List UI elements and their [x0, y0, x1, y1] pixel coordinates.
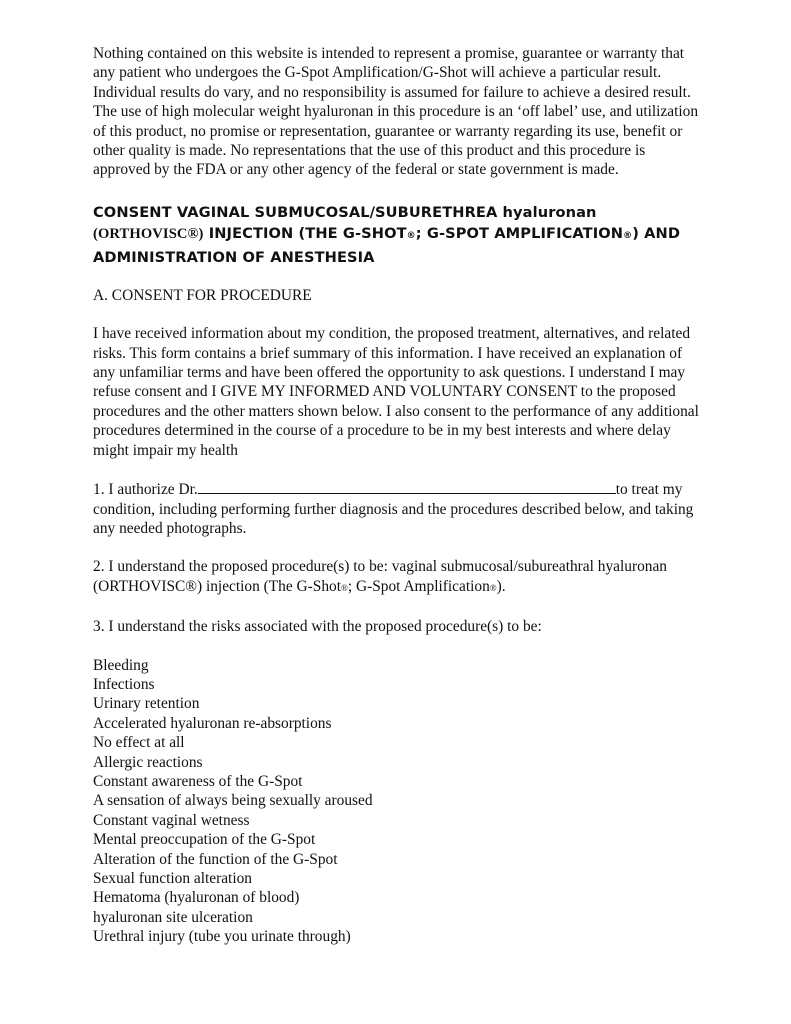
item-2-text-b: ; G-Spot Amplification: [347, 577, 490, 595]
item-2-procedure: [93, 557, 703, 598]
section-a-label: A. CONSENT FOR PROCEDURE: [93, 286, 312, 304]
list-item: Alteration of the function of the G-Spot: [93, 850, 338, 868]
registered-mark: ®: [623, 230, 633, 241]
list-item: Bleeding: [93, 656, 149, 674]
consent-paragraph: I have received information about my condition, the proposed treatment, alternatives, and related risks. This form contains a brief summary of this information. I have received an explanation of any unfamiliar terms and have been offered the opportunity to ask questions. I understand I may refuse consent and I GIVE MY INFORMED AND VOLUNTARY CONSENT to the proposed procedures and the other matters shown below. I also consent to the performance of any additional procedures determined in the course of a procedure to be in my best interests and where delay might impair my health: [93, 325, 699, 459]
list-item: Constant awareness of the G-Spot: [93, 772, 303, 790]
heading-line-3: ADMINISTRATION OF ANESTHESIA: [93, 248, 375, 266]
heading-line-1: CONSENT VAGINAL SUBMUCOSAL/SUBURETHREA hyaluronan: [93, 203, 597, 221]
registered-mark: ®: [341, 582, 348, 593]
item-1-authorization: [93, 479, 703, 538]
list-item: Sexual function alteration: [93, 870, 252, 887]
list-item: No effect at all: [93, 734, 185, 752]
risks-list: [93, 656, 703, 947]
registered-mark: ®: [489, 582, 497, 593]
list-item: hyaluronan site ulceration: [93, 908, 253, 926]
item-1-suffix: to treat my condition, including performing further diagnosis and the procedures described below, and taking any needed photographs.: [93, 481, 694, 537]
list-item: A sensation of always being sexually aroused: [93, 792, 373, 810]
item-2-text-a: 2. I understand the proposed procedure(s) to be: vaginal submucosal/subureathral hyaluronan (ORTHOVISC®) injection (The G-Shot: [93, 558, 667, 595]
item-3-risks-intro: 3. I understand the risks associated with the proposed procedure(s) to be:: [93, 618, 542, 636]
item-2-text-c: ).: [496, 577, 506, 595]
list-item: Infections: [93, 675, 155, 693]
item-1-prefix: 1. I authorize Dr.: [93, 481, 198, 499]
list-item: Allergic reactions: [93, 753, 203, 771]
heading-line-2-c: ) AND: [632, 224, 681, 242]
heading-line-2-a: INJECTION (THE G-SHOT: [203, 224, 407, 242]
doctor-name-blank[interactable]: [198, 479, 616, 494]
registered-mark: ®: [406, 230, 416, 241]
heading-line-2-b: ; G-SPOT AMPLIFICATION: [415, 224, 624, 242]
document-heading: [93, 202, 703, 268]
list-item: Constant vaginal wetness: [93, 811, 250, 829]
heading-line-2: [93, 223, 703, 247]
heading-orthovisc: (ORTHOVISC®): [93, 225, 204, 242]
list-item: Accelerated hyaluronan re-absorptions: [93, 714, 332, 732]
disclaimer-paragraph: Nothing contained on this website is intended to represent a promise, guarantee or warranty that any patient who undergoes the G-Spot Amplification/G-Shot will achieve a particular result. Individual results do vary, and no responsibility is assumed for failure to achieve a desired result. The use of high molecular weight hyaluronan in this procedure is an ‘off label’ use, and utilization of this product, no promise or representation, guarantee or warranty regarding its use, benefit or other quality is made. No representations that the use of this product and this procedure is approved by the FDA or any other agency of the federal or state government is made.: [93, 45, 699, 179]
document-page: [93, 44, 703, 947]
list-item: Hematoma (hyaluronan of blood): [93, 889, 300, 907]
list-item: Mental preoccupation of the G-Spot: [93, 831, 316, 849]
list-item: Urethral injury (tube you urinate through): [93, 928, 351, 946]
list-item: Urinary retention: [93, 695, 200, 713]
